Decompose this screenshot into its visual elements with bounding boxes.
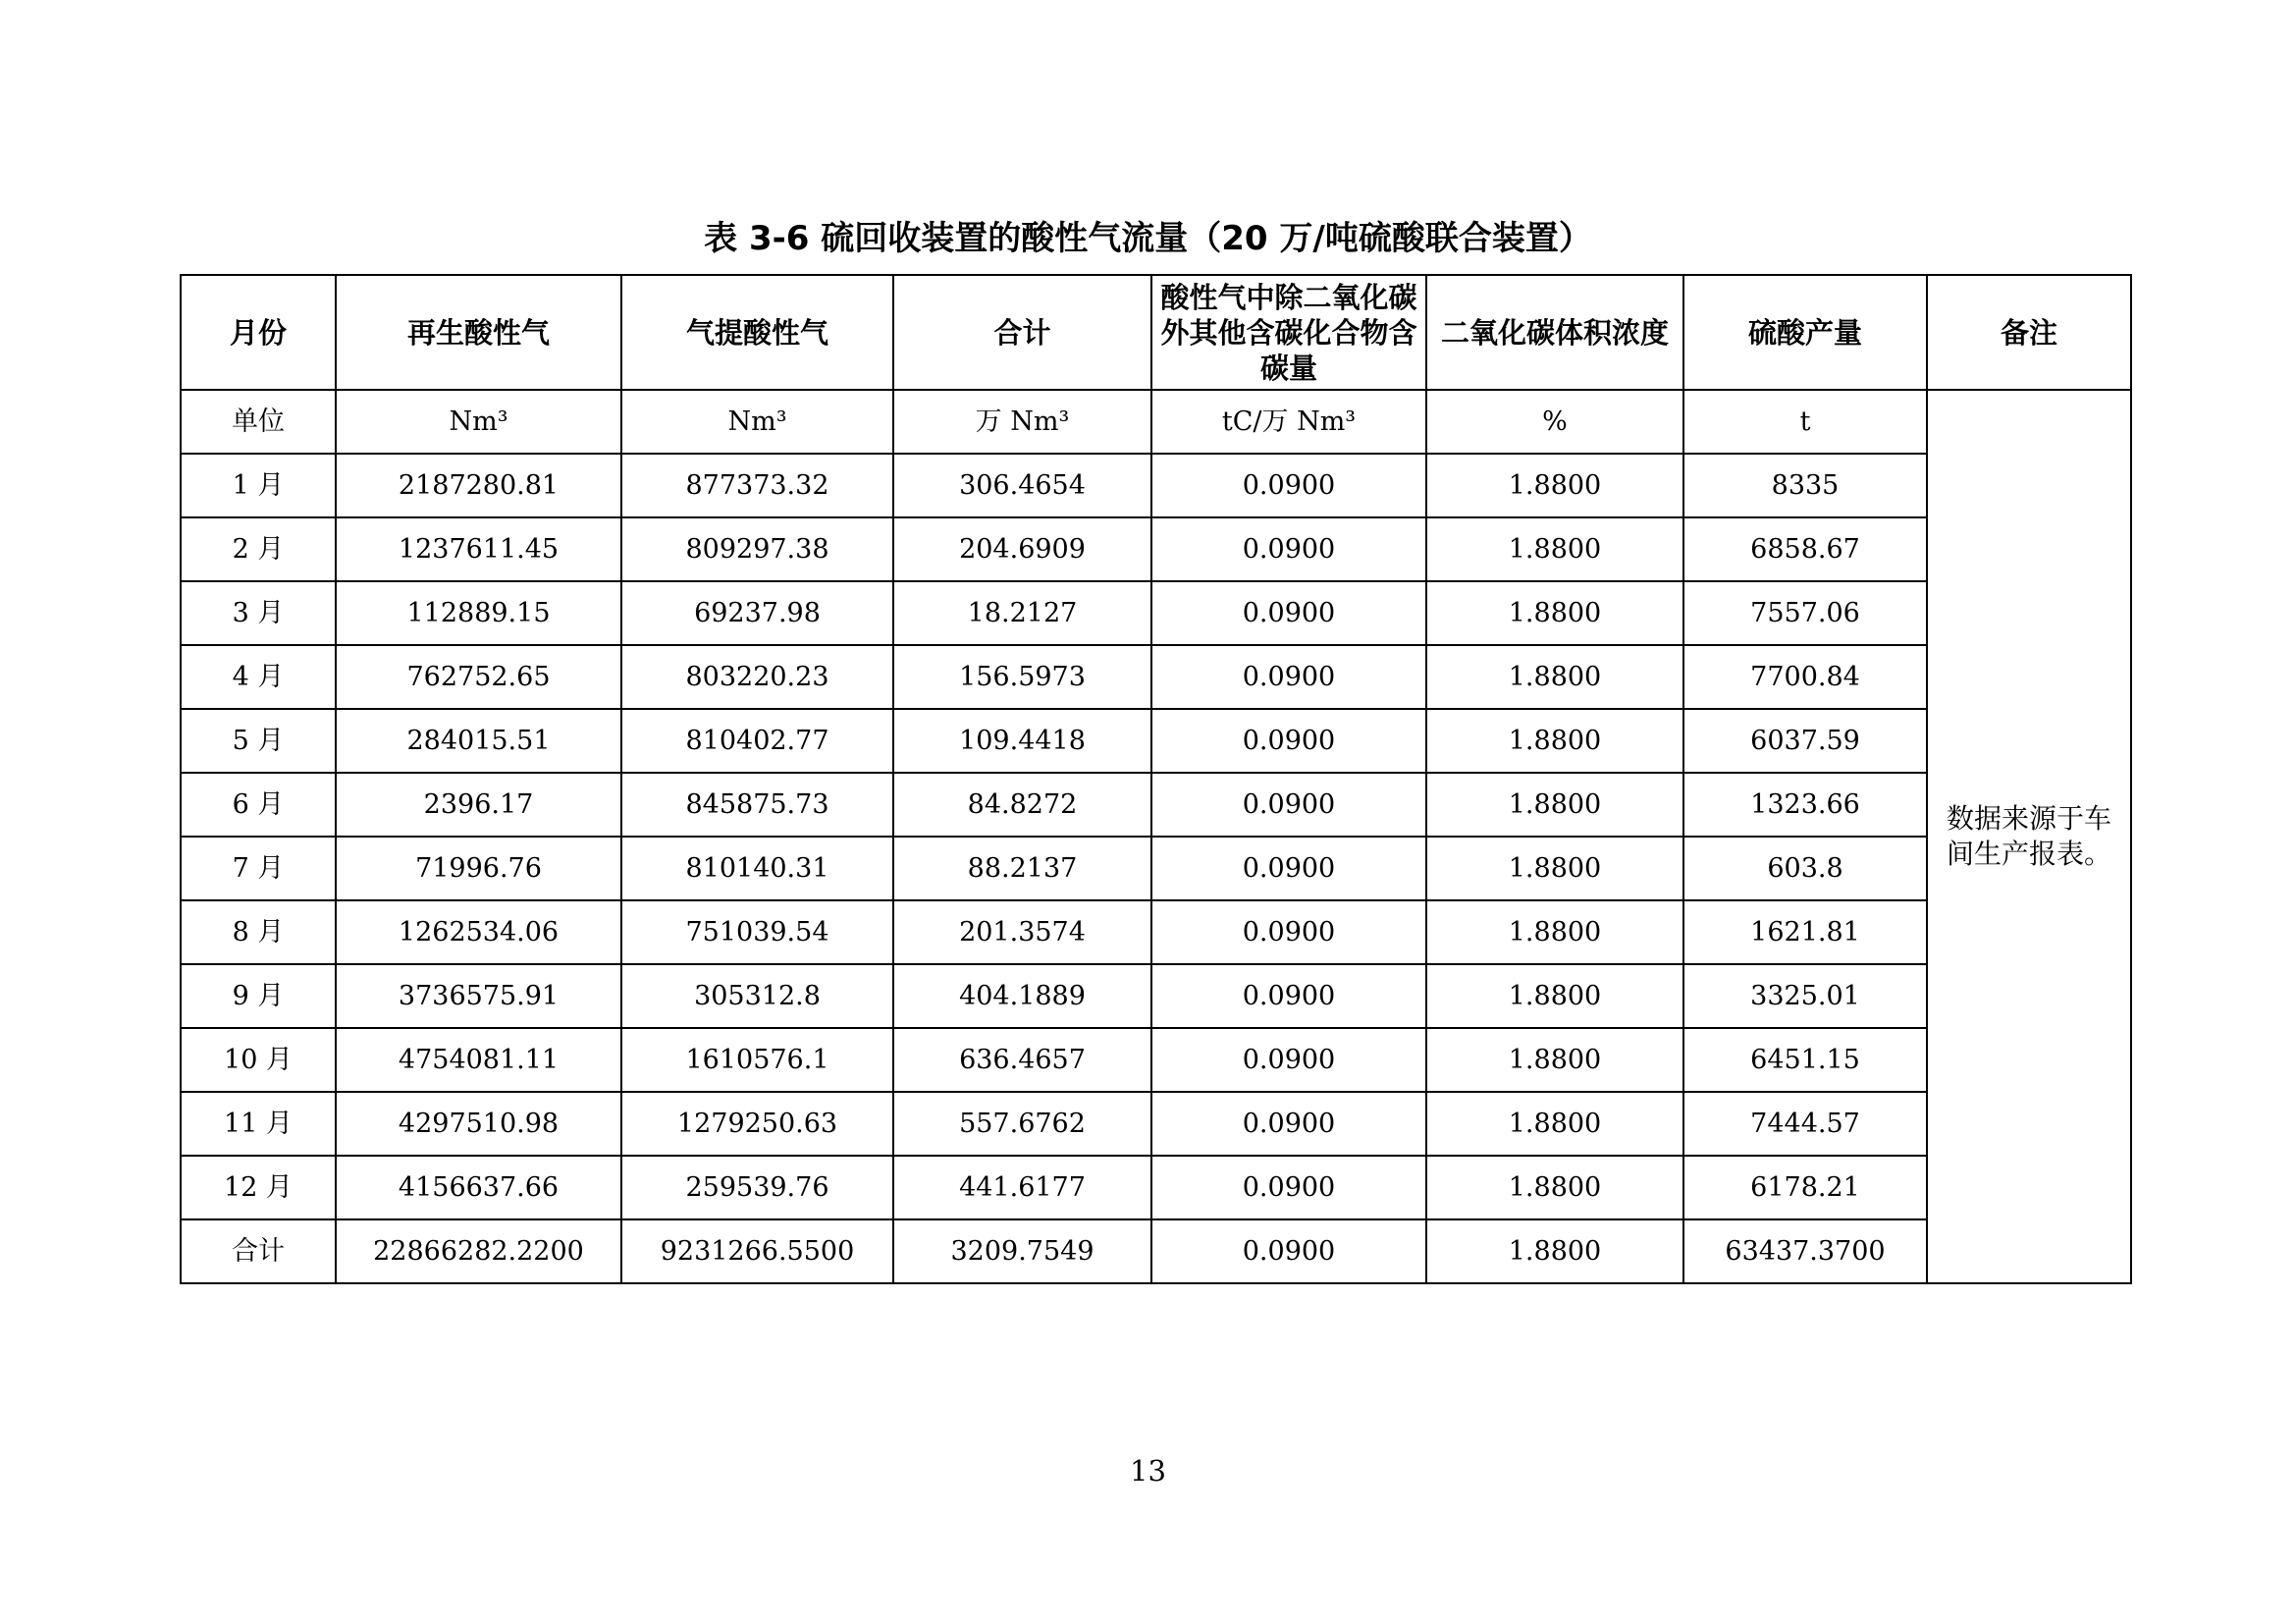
- table-cell: 6451.15: [1683, 1028, 1927, 1092]
- table-cell: 809297.38: [621, 517, 893, 581]
- table-cell: 877373.32: [621, 454, 893, 517]
- table-cell: 71996.76: [336, 837, 621, 900]
- header-stripped-acid-gas: 气提酸性气: [621, 275, 893, 390]
- unit-cell: Nm³: [336, 390, 621, 454]
- total-cell: 63437.3700: [1683, 1219, 1927, 1283]
- total-cell: 0.0900: [1151, 1219, 1426, 1283]
- table-cell: 88.2137: [893, 837, 1151, 900]
- table-cell: 7444.57: [1683, 1092, 1927, 1156]
- table-cell: 7 月: [181, 837, 336, 900]
- table-cell: 204.6909: [893, 517, 1151, 581]
- table-cell: 284015.51: [336, 709, 621, 773]
- table-cell: 4297510.98: [336, 1092, 621, 1156]
- table-cell: 6858.67: [1683, 517, 1927, 581]
- table-body: [181, 390, 2131, 1283]
- table-cell: 0.0900: [1151, 645, 1426, 709]
- total-cell: 22866282.2200: [336, 1219, 621, 1283]
- table-cell: 0.0900: [1151, 517, 1426, 581]
- unit-cell: tC/万 Nm³: [1151, 390, 1426, 454]
- unit-cell: Nm³: [621, 390, 893, 454]
- table-cell: 1.8800: [1426, 454, 1683, 517]
- table-cell: 0.0900: [1151, 1028, 1426, 1092]
- header-regenerated-acid-gas: 再生酸性气: [336, 275, 621, 390]
- table-cell: 603.8: [1683, 837, 1927, 900]
- header-sulfuric-acid-output: 硫酸产量: [1683, 275, 1927, 390]
- table-row: [181, 1156, 2131, 1219]
- table-cell: 803220.23: [621, 645, 893, 709]
- table-cell: 201.3574: [893, 900, 1151, 964]
- table-cell: 11 月: [181, 1092, 336, 1156]
- table-cell: 845875.73: [621, 773, 893, 837]
- table-cell: 1.8800: [1426, 837, 1683, 900]
- table-row: [181, 517, 2131, 581]
- table-cell: 1621.81: [1683, 900, 1927, 964]
- table-cell: 305312.8: [621, 964, 893, 1028]
- acid-gas-flow-table: [180, 274, 2132, 1284]
- table-cell: 8 月: [181, 900, 336, 964]
- table-cell: 0.0900: [1151, 964, 1426, 1028]
- total-row: [181, 1219, 2131, 1283]
- table-cell: 810402.77: [621, 709, 893, 773]
- table-cell: 2396.17: [336, 773, 621, 837]
- table-cell: 4156637.66: [336, 1156, 621, 1219]
- table-cell: 109.4418: [893, 709, 1151, 773]
- table-cell: 3325.01: [1683, 964, 1927, 1028]
- header-remarks: 备注: [1927, 275, 2131, 390]
- table-cell: 1.8800: [1426, 1028, 1683, 1092]
- table-cell: 1237611.45: [336, 517, 621, 581]
- table-cell: 6037.59: [1683, 709, 1927, 773]
- table-cell: 1.8800: [1426, 964, 1683, 1028]
- header-carbon-content: 酸性气中除二氧化碳外其他含碳化合物含碳量: [1151, 275, 1426, 390]
- table-header: [181, 275, 2131, 390]
- table-cell: 1.8800: [1426, 1156, 1683, 1219]
- table-cell: 1.8800: [1426, 773, 1683, 837]
- table-cell: 0.0900: [1151, 709, 1426, 773]
- table-cell: 7700.84: [1683, 645, 1927, 709]
- header-month: 月份: [181, 275, 336, 390]
- table-cell: 4754081.11: [336, 1028, 621, 1092]
- table-cell: 636.4657: [893, 1028, 1151, 1092]
- table-cell: 0.0900: [1151, 581, 1426, 645]
- table-cell: 2 月: [181, 517, 336, 581]
- table-title: 表 3-6 硫回收装置的酸性气流量（20 万/吨硫酸联合装置）: [704, 219, 1592, 258]
- table-cell: 1.8800: [1426, 1092, 1683, 1156]
- header-co2-concentration: 二氧化碳体积浓度: [1426, 275, 1683, 390]
- table-cell: 0.0900: [1151, 454, 1426, 517]
- table-cell: 8335: [1683, 454, 1927, 517]
- table-cell: 2187280.81: [336, 454, 621, 517]
- table-row: [181, 837, 2131, 900]
- table-cell: 0.0900: [1151, 1092, 1426, 1156]
- table-row: [181, 900, 2131, 964]
- unit-cell: t: [1683, 390, 1927, 454]
- table-row: [181, 645, 2131, 709]
- table-cell: 810140.31: [621, 837, 893, 900]
- table-cell: 1 月: [181, 454, 336, 517]
- table-row: [181, 1092, 2131, 1156]
- table-cell: 84.8272: [893, 773, 1151, 837]
- unit-cell: %: [1426, 390, 1683, 454]
- header-total: 合计: [893, 275, 1151, 390]
- unit-cell: 万 Nm³: [893, 390, 1151, 454]
- table-cell: 1.8800: [1426, 900, 1683, 964]
- total-cell: 1.8800: [1426, 1219, 1683, 1283]
- table-row: [181, 454, 2131, 517]
- table-cell: 306.4654: [893, 454, 1151, 517]
- table-cell: 6178.21: [1683, 1156, 1927, 1219]
- table-cell: 3 月: [181, 581, 336, 645]
- table-cell: 1.8800: [1426, 581, 1683, 645]
- table-cell: 751039.54: [621, 900, 893, 964]
- table-cell: 6 月: [181, 773, 336, 837]
- table-cell: 1279250.63: [621, 1092, 893, 1156]
- table-cell: 3736575.91: [336, 964, 621, 1028]
- table-cell: 112889.15: [336, 581, 621, 645]
- remarks-note: 数据来源于车间生产报表。: [1927, 390, 2131, 1283]
- table-cell: 7557.06: [1683, 581, 1927, 645]
- header-row: [181, 275, 2131, 390]
- table-cell: 1.8800: [1426, 709, 1683, 773]
- table-cell: 557.6762: [893, 1092, 1151, 1156]
- table-cell: 441.6177: [893, 1156, 1151, 1219]
- table-cell: 762752.65: [336, 645, 621, 709]
- table-cell: 0.0900: [1151, 837, 1426, 900]
- table-cell: 69237.98: [621, 581, 893, 645]
- page-number: 13: [1130, 1454, 1166, 1488]
- table-cell: 1262534.06: [336, 900, 621, 964]
- table-cell: 156.5973: [893, 645, 1151, 709]
- units-label: 单位: [181, 390, 336, 454]
- table-cell: 259539.76: [621, 1156, 893, 1219]
- table-cell: 4 月: [181, 645, 336, 709]
- table-cell: 5 月: [181, 709, 336, 773]
- table-cell: 1.8800: [1426, 645, 1683, 709]
- table-cell: 0.0900: [1151, 1156, 1426, 1219]
- total-label: 合计: [181, 1219, 336, 1283]
- table-cell: 1323.66: [1683, 773, 1927, 837]
- total-cell: 3209.7549: [893, 1219, 1151, 1283]
- table-cell: 0.0900: [1151, 773, 1426, 837]
- table-row: [181, 709, 2131, 773]
- units-row: [181, 390, 2131, 454]
- table-cell: 18.2127: [893, 581, 1151, 645]
- table-cell: 1.8800: [1426, 517, 1683, 581]
- table-row: [181, 1028, 2131, 1092]
- table-cell: 0.0900: [1151, 900, 1426, 964]
- table-cell: 9 月: [181, 964, 336, 1028]
- table-cell: 1610576.1: [621, 1028, 893, 1092]
- table-cell: 12 月: [181, 1156, 336, 1219]
- total-cell: 9231266.5500: [621, 1219, 893, 1283]
- table-row: [181, 773, 2131, 837]
- table-row: [181, 964, 2131, 1028]
- table-row: [181, 581, 2131, 645]
- table-cell: 404.1889: [893, 964, 1151, 1028]
- table-cell: 10 月: [181, 1028, 336, 1092]
